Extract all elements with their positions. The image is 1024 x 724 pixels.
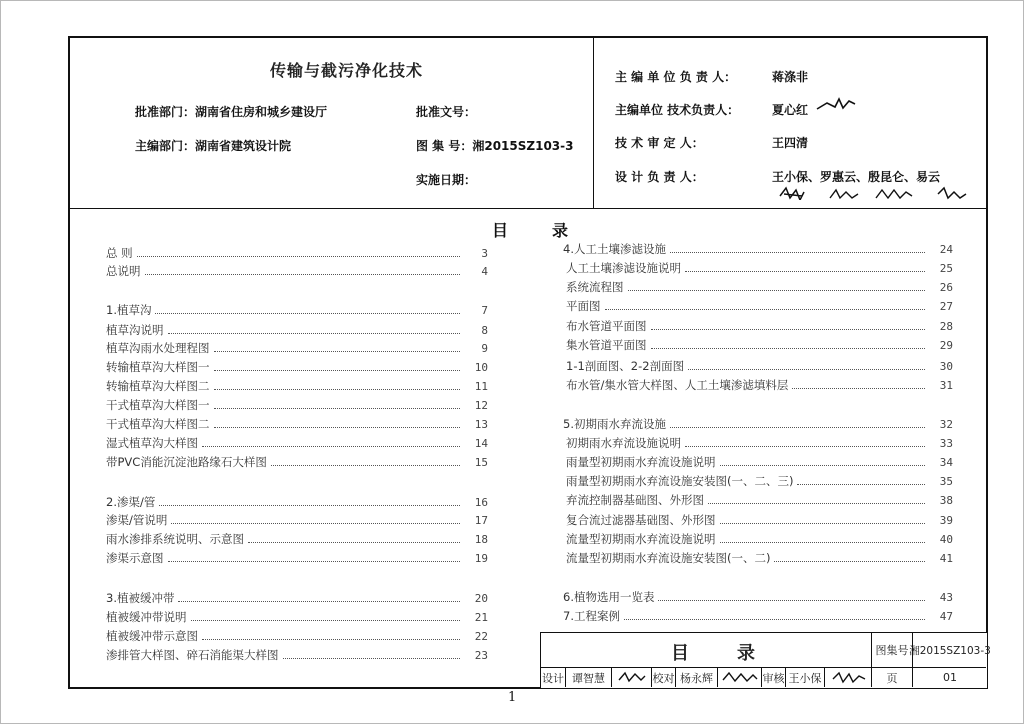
title-block-col-divider: [611, 667, 612, 687]
title-block: [540, 632, 991, 689]
toc-entry[interactable]: 布水管道平面图 28: [566, 319, 953, 333]
editor-dept: 主编部门：湖南省建筑设计院: [135, 139, 292, 153]
toc-entry[interactable]: 集水管道平面图 29: [566, 338, 953, 352]
toc-entry[interactable]: 干式植草沟大样图二 13: [106, 417, 488, 431]
check-label: 校对: [652, 671, 675, 685]
title-block-title-right: 录: [737, 643, 755, 664]
toc-entry[interactable]: 植被缓冲带说明 21: [106, 610, 488, 624]
toc-title-right: 录: [552, 221, 569, 240]
toc-entry[interactable]: 带PVC消能沉淀池路缘石大样图 15: [106, 455, 488, 469]
toc-section[interactable]: 5.初期雨水弃流设施 32: [563, 417, 953, 431]
role-name-chief-unit: 蒋涤非: [772, 70, 809, 84]
atlas-number: 图 集 号：湘2015SZ103-3: [416, 139, 574, 153]
toc-entry[interactable]: 1-1剖面图、2-2剖面图 30: [566, 359, 953, 373]
toc-entry[interactable]: 植草沟雨水处理程图 9: [106, 341, 488, 355]
toc-entry[interactable]: 平面图 27: [566, 299, 953, 313]
toc-section[interactable]: 1.植草沟 7: [106, 303, 488, 317]
role-label-chief-unit: 主 编 单 位 负 责 人：: [615, 70, 737, 84]
role-name-tech: 夏心红: [772, 103, 809, 117]
page-label: 页: [886, 671, 898, 685]
review-name: 王小保: [788, 671, 822, 685]
toc-entry[interactable]: 湿式植草沟大样图 14: [106, 436, 488, 450]
toc-entry[interactable]: 雨水渗排系统说明、示意图 18: [106, 532, 488, 546]
toc-entry[interactable]: 布水管/集水管大样图、人工土壤渗滤填料层 31: [566, 378, 953, 392]
toc-entry[interactable]: 总 则 3: [106, 246, 488, 260]
role-label-tech: 主编单位 技术负责人：: [615, 103, 740, 117]
toc-section[interactable]: 4.人工土壤渗滤设施 24: [563, 242, 953, 256]
header-vertical-divider: [593, 36, 594, 208]
toc-entry[interactable]: 系统流程图 26: [566, 280, 953, 294]
design-name: 谭智慧: [572, 671, 605, 685]
toc-entry[interactable]: 复合流过滤器基础图、外形图 39: [566, 513, 953, 527]
toc-section[interactable]: 6.植物选用一览表 43: [563, 590, 953, 604]
signatures-design: [778, 184, 978, 200]
toc-title-left: 目: [492, 221, 509, 240]
toc-entry[interactable]: 渗渠示意图 19: [106, 551, 488, 565]
approval-dept: 批准部门：湖南省住房和城乡建设厅: [135, 105, 328, 119]
toc-entry[interactable]: 干式植草沟大样图一 12: [106, 398, 488, 412]
title-block-col-divider: [717, 667, 718, 687]
title-block-col-divider: [824, 667, 825, 687]
page-number: 1: [508, 690, 517, 705]
toc-entry[interactable]: 转输植草沟大样图二 11: [106, 379, 488, 393]
effective-date: 实施日期：: [416, 173, 477, 187]
toc-entry[interactable]: 总说明 4: [106, 264, 488, 278]
design-signature: [617, 670, 647, 686]
toc-entry[interactable]: 流量型初期雨水弃流设施说明 40: [566, 532, 953, 546]
design-label: 设计: [542, 671, 564, 685]
role-name-review: 王四清: [772, 136, 809, 150]
check-signature: [721, 670, 759, 686]
atlas-no-label: 图集号: [875, 644, 909, 657]
toc-entry[interactable]: 初期雨水弃流设施说明 33: [566, 436, 953, 450]
approval-doc: 批准文号：: [416, 105, 477, 119]
role-label-design: 设 计 负 责 人：: [615, 170, 704, 184]
toc-entry[interactable]: 转输植草沟大样图一 10: [106, 360, 488, 374]
signature-tech: [815, 95, 857, 111]
toc-entry[interactable]: 雨量型初期雨水弃流设施安装图(一、二、三) 35: [566, 474, 953, 488]
toc-section[interactable]: 2.渗渠/管 16: [106, 495, 488, 509]
page-value: 01: [943, 671, 957, 684]
toc-entry[interactable]: 人工土壤渗滤设施说明 25: [566, 261, 953, 275]
toc-entry[interactable]: 渗排管大样图、碎石消能渠大样图 23: [106, 648, 488, 662]
review-signature: [831, 670, 867, 686]
header-divider: [68, 208, 988, 209]
role-label-review: 技 术 审 定 人：: [615, 136, 704, 150]
review-label: 审核: [762, 671, 785, 685]
toc-section[interactable]: 3.植被缓冲带 20: [106, 591, 488, 605]
check-name: 杨永辉: [680, 671, 713, 685]
atlas-no-value: 湘2015SZ103-3: [909, 644, 991, 657]
toc-entry[interactable]: 流量型初期雨水弃流设施安装图(一、二) 41: [566, 551, 953, 565]
atlas-title: 传输与截污净化技术: [270, 61, 424, 80]
role-name-design: 王小保、罗惠云、殷昆仑、易云: [772, 170, 941, 184]
toc-entry[interactable]: 雨量型初期雨水弃流设施说明 34: [566, 455, 953, 469]
toc-entry[interactable]: 渗渠/管说明 17: [106, 513, 488, 527]
toc-entry[interactable]: 植草沟说明 8: [106, 323, 488, 337]
title-block-title-left: 目: [671, 643, 689, 664]
toc-entry[interactable]: 植被缓冲带示意图 22: [106, 629, 488, 643]
toc-entry[interactable]: 弃流控制器基础图、外形图 38: [566, 493, 953, 507]
toc-section[interactable]: 7.工程案例 47: [563, 609, 953, 623]
